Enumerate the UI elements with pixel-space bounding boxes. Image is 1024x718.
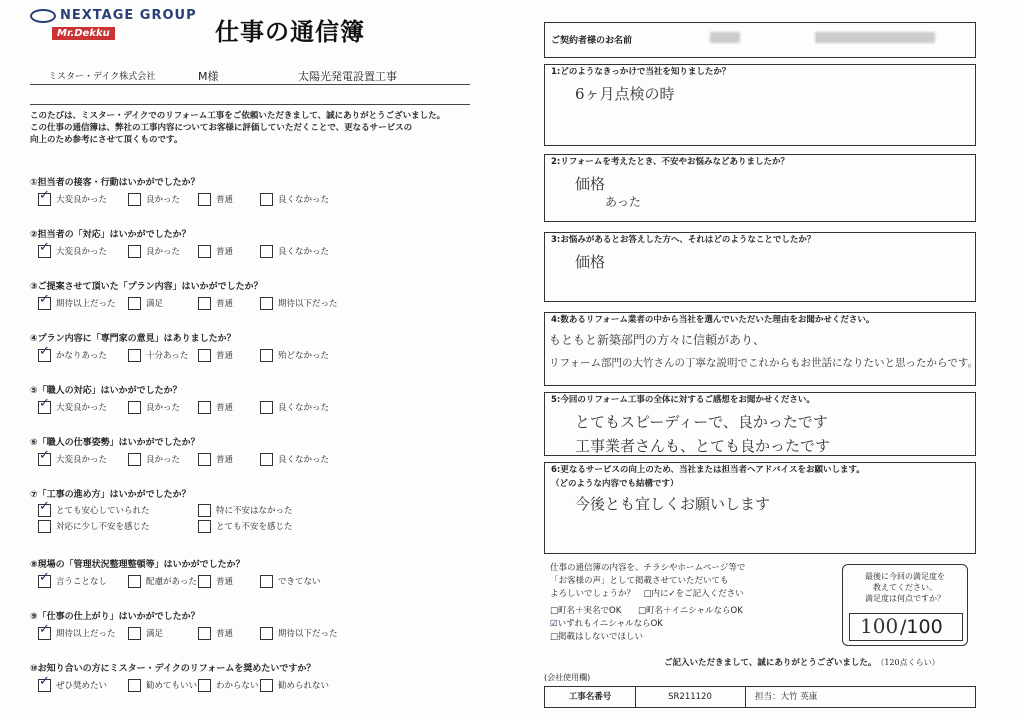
handwritten-answer: 価格 [575,253,606,271]
document-title: 仕事の通信簿 [215,18,365,46]
handwritten-answer-2: リフォーム部門の大竹さんの丁寧な説明でこれからもお世話になりたいと思ったからです。 [549,357,979,369]
handwritten-answer: とてもスピーディーで、良かったです [575,413,828,431]
question-title: ⑤「職人の対応」はいかがでしたか？ [30,386,182,396]
checkbox[interactable] [260,679,273,692]
left-column [30,18,470,710]
question-6 [30,436,470,469]
work-number-value: SR211120 [635,687,746,707]
publication-consent: 仕事の通信簿の内容を、チラシやホームページ等で 「お客様の声」として掲載させていただいても よろしいでしょうか？ □内に✓をご記入ください □町名＋実名でOK □町名＋イニシャルならOK ☑いずれもイニシャルならOK □掲載はしないでほしい [550,563,746,642]
question-3 [30,280,470,313]
checkbox[interactable] [260,453,273,466]
checkbox[interactable] [260,245,273,258]
option-4[interactable]: 期待以下だった [260,297,338,311]
checkbox[interactable] [260,297,273,310]
office-use-label: (会社使用欄) [544,673,591,682]
option-2[interactable]: 良かった [128,401,180,415]
office-use-box [544,686,976,708]
q7-option-4[interactable]: とても不安を感じた [198,520,293,534]
header-block [30,66,470,110]
checkbox[interactable] [198,520,211,533]
checkbox[interactable] [38,245,51,258]
handwritten-answer: もともと新築部門の方々に信頼があり、 [549,333,766,347]
section-question: 4:数あるリフォーム業者の中から当社を選んでいただいた理由をお聞かせください。 [551,315,875,325]
checkbox[interactable] [38,193,51,206]
question-title: ⑥「職人の仕事姿勢」はいかがでしたか？ [30,438,200,448]
section-question: 6:更なるサービスの向上のため、当社または担当者へアドバイスをお願いします。 [551,465,865,475]
section-question: 2:リフォームを考えたとき、不安やお悩みなどありましたか？ [551,157,790,167]
option-4[interactable]: 勧められない [260,679,329,693]
checkbox[interactable] [260,349,273,362]
question-8 [30,610,470,643]
option-2[interactable]: 良かった [128,193,180,207]
option-3[interactable]: 普通 [198,245,233,259]
option-3[interactable]: 普通 [198,401,233,415]
answer-section-2 [544,154,976,222]
intro-text: このたびは、ミスター・デイクでのリフォーム工事をご依頼いただきまして、誠にありがとうございました。 この仕事の通信簿は、弊社の工事内容についてお客様に評価していただくことで、更なるサービスの 向上のため参考にさせて頂くものです。 [30,111,446,145]
option-3[interactable]: 普通 [198,349,233,363]
checkbox[interactable] [128,627,141,640]
checkbox[interactable] [128,679,141,692]
option-2[interactable]: 配慮があった [128,575,197,589]
q7-option-3[interactable]: 対応に少し不安を感じた [38,520,150,534]
option-2[interactable]: 良かった [128,453,180,467]
option-1[interactable]: ✓期待以上だった [38,627,116,641]
section-question: 3:お悩みがあるとお答えした方へ、それはどのようなことでしたか？ [551,235,816,245]
checkbox[interactable] [38,575,51,588]
checkbox[interactable] [198,193,211,206]
question-title: ④プラン内容に「専門家の意見」はありましたか？ [30,334,236,344]
answer-section-5 [544,392,976,456]
option-4[interactable]: できてない [260,575,321,589]
checkbox[interactable] [38,401,51,414]
answer-section-3 [544,232,976,302]
checkbox[interactable] [38,520,51,533]
checkbox[interactable] [38,504,51,517]
question-4 [30,332,470,365]
option-3[interactable]: 普通 [198,453,233,467]
option-4[interactable]: 良くなかった [260,193,329,207]
option-4[interactable]: 良くなかった [260,453,329,467]
checkbox[interactable] [128,193,141,206]
customer-honorific: M様 [198,70,219,83]
company-name: ミスター・デイク株式会社 [48,72,156,82]
brand-logo: NEXTAGE GROUP [30,8,197,23]
checkbox[interactable] [198,575,211,588]
checkbox[interactable] [38,679,51,692]
question-title: ②担当者の「対応」はいかがでしたか？ [30,230,191,240]
staff-in-charge: 担当：大竹 英康 [755,692,818,702]
checkbox[interactable] [128,297,141,310]
right-column [544,22,979,708]
option-2[interactable]: 満足 [128,297,163,311]
handwritten-answer-2: あった [605,195,641,209]
handwritten-answer-2: 工事業者さんも、とても良かったです [575,437,831,455]
checkbox[interactable] [38,627,51,640]
option-2[interactable]: 良かった [128,245,180,259]
handwritten-answer: 価格 [575,175,606,193]
option-3[interactable]: 普通 [198,297,233,311]
consent-option-3[interactable]: ☑いずれもイニシャルならOK [550,619,663,629]
option-4[interactable]: 期待以下だった [260,627,338,641]
checkbox[interactable] [198,401,211,414]
question-7: ⑦「工事の進め方」はいかがでしたか？ ✓とても安心していられた 特に不安はなかった 対応に少し不安を感じた とても不安を感じた [30,488,470,534]
contract-name-row [544,22,976,58]
question-9 [30,662,470,695]
checkbox[interactable] [260,193,273,206]
checkbox[interactable] [128,349,141,362]
option-2[interactable]: 勧めてもいい [128,679,197,693]
option-1[interactable]: ✓大変良かった [38,245,107,259]
answer-section-4 [544,312,979,386]
consent-option-2[interactable]: □町名＋イニシャルならOK [638,606,743,616]
satisfaction-score-field[interactable] [849,613,963,641]
redacted-given-name [815,32,935,43]
checkbox[interactable] [128,453,141,466]
option-1[interactable]: ✓言うことなし [38,575,107,589]
handwritten-answer: 6ヶ月点検の時 [575,85,675,103]
redacted-surname [710,32,740,43]
question-title: ①担当者の接客・行動はいかがでしたか？ [30,178,200,188]
work-number-label: 工事名番号 [545,687,636,707]
checkbox[interactable] [128,575,141,588]
option-2[interactable]: 満足 [128,627,163,641]
option-1[interactable]: ✓大変良かった [38,401,107,415]
option-1[interactable]: ✓期待以上だった [38,297,116,311]
option-1[interactable]: ✓かなりあった [38,349,107,363]
q7-option-1[interactable]: ✓とても安心していられた [38,504,150,518]
satisfaction-score: 100 [860,614,899,638]
question-title: ③ご提案させて頂いた「プラン内容」はいかがでしたか？ [30,282,263,292]
question-5 [30,384,470,417]
checkbox[interactable] [198,504,211,517]
option-1[interactable]: ✓大変良かった [38,453,107,467]
checkbox[interactable] [128,401,141,414]
option-1[interactable]: ✓大変良かった [38,193,107,207]
contract-name-label: ご契約者様のお名前 [551,36,633,46]
checkbox[interactable] [260,627,273,640]
checkbox[interactable] [128,245,141,258]
checkbox[interactable] [38,453,51,466]
section-question: 1:どのようなきっかけで当社を知りましたか？ [551,67,731,77]
project-name: 太陽光発電設置工事 [298,70,397,83]
checkbox[interactable] [198,627,211,640]
question-title: ⑧現場の「管理状況整理整頓等」はいかがでしたか？ [30,560,245,570]
consent-option-1[interactable]: □町名＋実名でOK [550,606,622,616]
checkbox[interactable] [38,297,51,310]
mr-dekku-logo: Mr.Dekku [52,27,115,40]
handwritten-answer: 今後とも宜しくお願いします [575,495,771,513]
option-4[interactable]: 殆どなかった [260,349,329,363]
score-denominator: /100 [900,616,943,638]
option-1[interactable]: ✓ぜひ奨めたい [38,679,107,693]
checkbox[interactable] [198,297,211,310]
checkbox[interactable] [198,349,211,362]
section-question: 5:今回のリフォーム工事の全体に対するご感想をお聞かせください。 [551,395,815,405]
question-1 [30,176,470,209]
satisfaction-box: 最後に今回の満足度を 教えてください。 満足度は何点ですか？ 100 /100 [842,564,968,646]
option-3[interactable]: 普通 [198,575,233,589]
thanks-note: （120点くらい） [880,658,940,667]
option-3[interactable]: 普通 [198,193,233,207]
option-4[interactable]: 良くなかった [260,401,329,415]
thanks-message: ご記入いただきまして、誠にありがとうございました。 （120点くらい） [664,658,940,668]
q7-option-2[interactable]: 特に不安はなかった [198,504,293,518]
consent-option-4[interactable]: □掲載はしないでほしい [550,632,644,642]
checkbox[interactable] [38,349,51,362]
option-2[interactable]: 十分あった [128,349,188,363]
checkbox[interactable] [260,401,273,414]
checkbox[interactable] [198,453,211,466]
question-title: ⑩お知り合いの方にミスター・デイクのリフォームを奨めたいですか？ [30,664,316,674]
answer-section-6: 6:更なるサービスの向上のため、当社または担当者へアドバイスをお願いします。 （どのような内容でも結構です） 今後とも宜しくお願いします [544,462,976,554]
option-3[interactable]: わからない [198,679,259,693]
question-2 [30,228,470,261]
question-title: ⑨「仕事の仕上がり」はいかがでしたか？ [30,612,200,622]
question-7 [30,558,470,591]
answer-section-1 [544,64,976,146]
checkbox[interactable] [198,245,211,258]
option-3[interactable]: 普通 [198,627,233,641]
option-4[interactable]: 良くなかった [260,245,329,259]
checkbox[interactable] [198,679,211,692]
checkbox[interactable] [260,575,273,588]
